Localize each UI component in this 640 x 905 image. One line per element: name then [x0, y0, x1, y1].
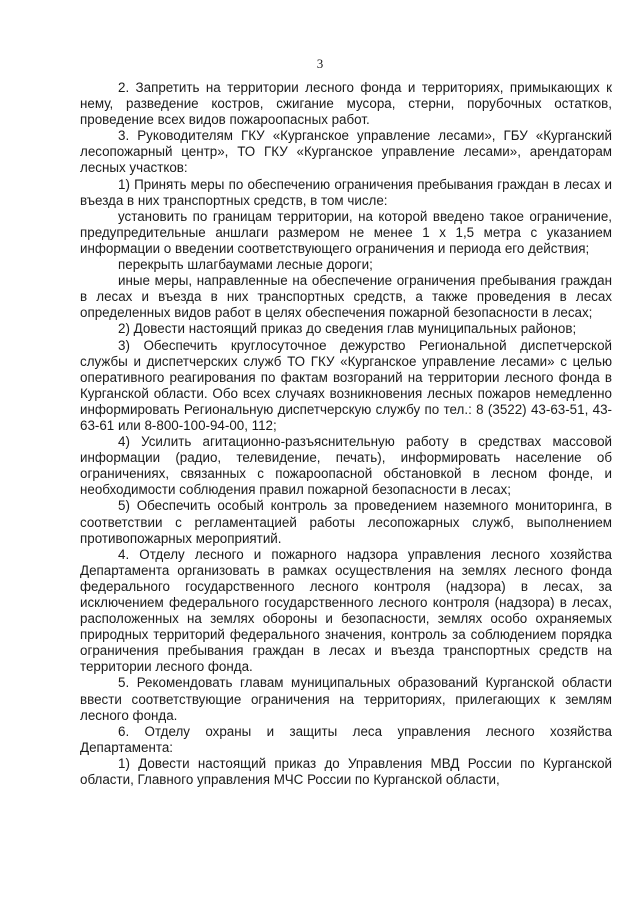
page-number: 3 [316, 56, 324, 71]
paragraph: установить по границам территории, на которой введено такое ограничение, предупредительные аншлаги размером не менее 1 х 1,5 метра с указанием информации о введении соответствующего ограничения и периода его действия; [80, 208, 612, 256]
paragraph: 2) Довести настоящий приказ до сведения глав муниципальных районов; [118, 321, 577, 337]
paragraph: 3) Обеспечить круглосуточное дежурство Региональной диспетчерской службы и диспетчерских служб ТО ГКУ «Курганское управление лесами» с целью оперативного реагирования по фактам возгораний на территории лесного фонда в Курганской области. Обо всех случаях возникновения лесных пожаров немедленно информировать Региональную диспетчерскую службу по тел.: 8 (3522) 43-63-51, 43-63-61 или 8-800-100-94-00, 112; [80, 337, 612, 433]
paragraph: 5. Рекомендовать главам муниципальных образований Курганской области ввести соответствующие ограничения на территориях, прилегающих к землям лесного фонда. [80, 675, 612, 723]
paragraph: 4) Усилить агитационно-разъяснительную работу в средствах массовой информации (радио, телевидение, печать), информировать население об ограничениях, связанных с пожароопасной обстановкой в лесном фонде, и необходимости соблюдения правил пожарной безопасности в лесах; [80, 434, 612, 498]
paragraph: 2. Запретить на территории лесного фонда и территориях, примыкающих к нему, разведение костров, сжигание мусора, стерни, порубочных остатков, проведение всех видов пожароопасных работ. [80, 80, 612, 128]
paragraph: 1) Довести настоящий приказ до Управления МВД России по Курганской области, Главного управления МЧС России по Курганской области, [80, 755, 612, 788]
paragraph: 1) Принять меры по обеспечению ограничения пребывания граждан в лесах и въезда в них транспортных средств, в том числе: [80, 176, 612, 208]
document-body [80, 80, 612, 788]
paragraph: 5) Обеспечить особый контроль за проведением наземного мониторинга, в соответствии с регламентацией работы лесопожарных служб, выполнением противопожарных мероприятий. [80, 498, 612, 546]
paragraph: перекрыть шлагбаумами лесные дороги; [118, 257, 373, 273]
paragraph: 3. Руководителям ГКУ «Курганское управление лесами», ГБУ «Курганский лесопожарный центр», ТО ГКУ «Курганское управление лесами», арендаторам лесных участков: [80, 128, 612, 176]
paragraph: 6. Отделу охраны и защиты леса управления лесного хозяйства Департамента: [80, 723, 612, 755]
paragraph: 4. Отделу лесного и пожарного надзора управления лесного хозяйства Департамента организовать в рамках осуществления на землях лесного фонда федерального государственного лесного контроля (надзора) в лесах, за исключением федерального государственного лесного контроля (надзора) в лесах, расположенных на землях обороны и безопасности, землях особо охраняемых природных территорий федерального значения, контроль за соблюдением порядка ограничения пребывания граждан в лесах и въезда транспортных средств на территории лесного фонда. [80, 546, 612, 675]
paragraph: иные меры, направленные на обеспечение ограничения пребывания граждан в лесах и въезда в них транспортных средств, а также проведения в лесах определенных видов работ в целях обеспечения пожарной безопасности в лесах; [80, 273, 612, 321]
